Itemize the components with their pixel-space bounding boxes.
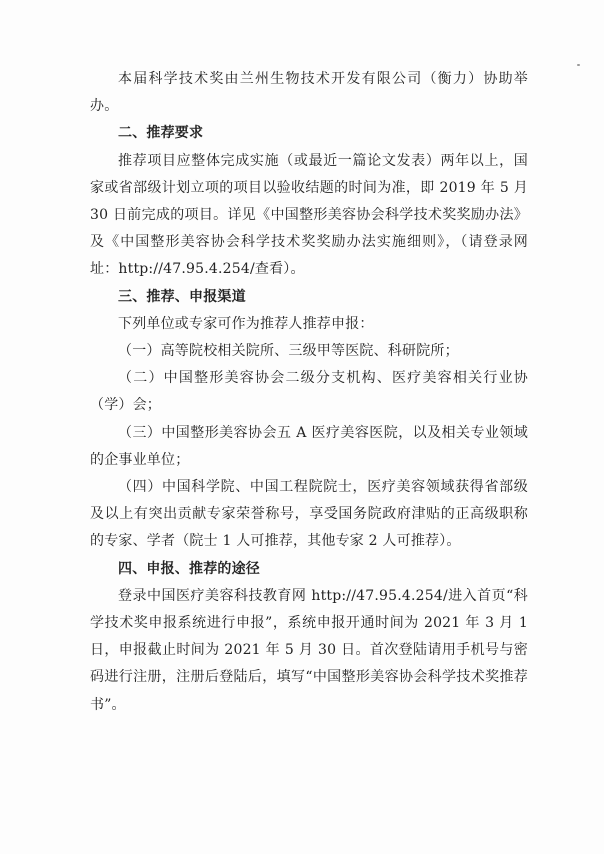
paragraph-channels-intro: 下列单位或专家可作为推荐人推荐申报： bbox=[118, 315, 374, 332]
list-item-channel-1: （一）高等院校相关院所、三级甲等医院、科研院所； bbox=[118, 343, 459, 360]
paragraph-sponsor: 本届科学技术奖由兰州生物技术开发有限公司（衡力）协助举办。 bbox=[90, 71, 528, 115]
list-item-channel-3: （三）中国整形美容协会五 A 医疗美容医院，以及相关专业领域的企事业单位； bbox=[90, 424, 528, 468]
scan-speck bbox=[577, 64, 580, 66]
heading-recommend-requirements: 二、推荐要求 bbox=[118, 125, 204, 142]
document-body bbox=[90, 66, 528, 719]
heading-recommend-channels: 三、推荐、申报渠道 bbox=[118, 288, 246, 305]
paragraph-requirements: 推荐项目应整体完成实施（或最近一篇论文发表）两年以上，国家或省部级计划立项的项目以验收结题的时间为准，即 2019 年 5 月 30 日前完成的项目。详见《中国整形美容协会科学技术奖奖励办法》及《中国整形美容协会科学技术奖奖励办法实施细则》，（请登录网址：http://47.95.4.254/查看）。 bbox=[90, 152, 528, 278]
list-item-channel-2: （二）中国整形美容协会二级分支机构、医疗美容相关行业协（学）会； bbox=[90, 370, 528, 414]
paragraph-application-route: 登录中国医疗美容科技教育网 http://47.95.4.254/进入首页“科学技术奖申报系统进行申报”，系统申报开通时间为 2021 年 3 月 1 日，申报截止时间为 2021 年 5 月 30 日。首次登陆请用手机号与密码进行注册，注册后登陆后，填写“中国整形美容协会科学技术奖推荐书”。 bbox=[90, 587, 528, 713]
heading-application-route: 四、申报、推荐的途径 bbox=[118, 560, 260, 577]
list-item-channel-4: （四）中国科学院、中国工程院院士，医疗美容领域获得省部级及以上有突出贡献专家荣誉称号，享受国务院政府津贴的正高级职称的专家、学者（院士 1 人可推荐，其他专家 2 人可推荐）。 bbox=[90, 479, 528, 550]
